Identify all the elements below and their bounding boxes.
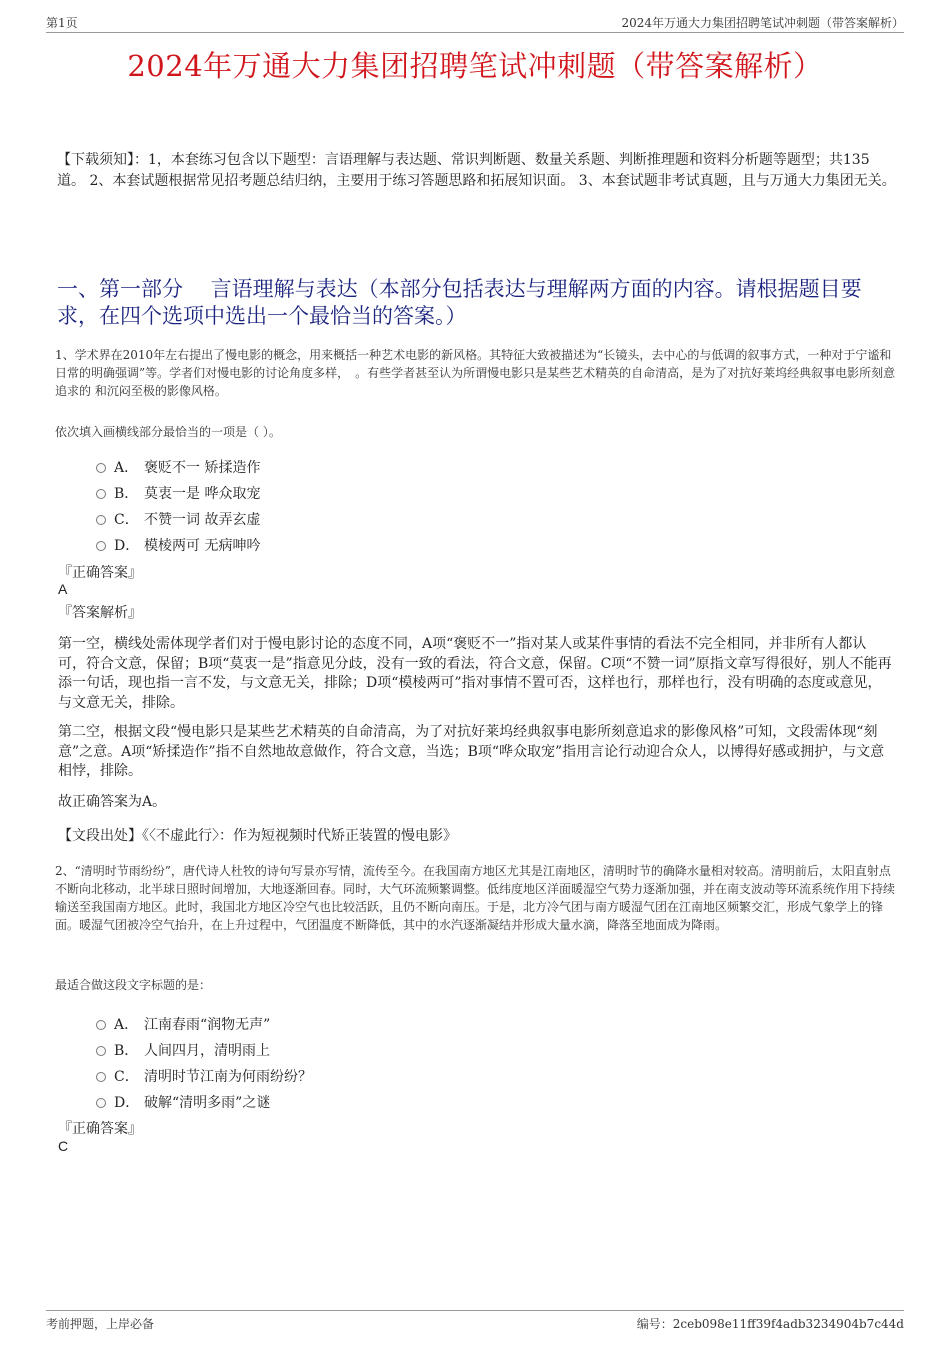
q2-answer-label: 『正确答案』 <box>58 1121 142 1137</box>
option-letter: D． <box>114 538 140 554</box>
q1-option-c[interactable] <box>96 509 260 527</box>
download-notice: 【下载须知】：1，本套练习包含以下题型：言语理解与表达题、常识判断题、数量关系题、判断推理题和资料分析题等题型；共135道。 2、本套试题根据常见招考题总结归纳，主要用于练习答题思路和拓展知识面。 3、本套试题非考试真题，且与万通大力集团无关。 <box>57 152 896 189</box>
section-heading: 一、第一部分 言语理解与表达（本部分包括表达与理解两方面的内容。请根据题目要求，在四个选项中选出一个最恰当的答案。） <box>57 277 862 328</box>
q1-analysis-label: 『答案解析』 <box>58 605 142 621</box>
option-letter: D． <box>114 1095 140 1111</box>
option-text: 江南春雨“润物无声” <box>144 1017 271 1033</box>
option-letter: C． <box>114 1069 139 1085</box>
q1-answer: A <box>58 581 68 597</box>
radio-icon[interactable] <box>96 515 106 525</box>
radio-icon[interactable] <box>96 1072 106 1082</box>
option-letter: B． <box>114 1043 139 1059</box>
radio-icon[interactable] <box>96 463 106 473</box>
option-text: 褒贬不一 矫揉造作 <box>144 460 261 476</box>
option-letter: A． <box>114 460 139 476</box>
option-letter: A． <box>114 1017 139 1033</box>
q2-answer: C <box>58 1138 69 1154</box>
q2-option-b[interactable] <box>96 1040 270 1058</box>
footer-divider <box>46 1310 904 1311</box>
document-title: 2024年万通大力集团招聘笔试冲刺题（带答案解析） <box>127 49 823 83</box>
header-doc-title: 2024年万通大力集团招聘笔试冲刺题（带答案解析） <box>621 16 904 30</box>
q1-source: 【文段出处】《〈不虚此行〉：作为短视频时代矫正装置的慢电影》 <box>58 828 457 844</box>
question-2-text: 2、“清明时节雨纷纷”，唐代诗人杜牧的诗句写景亦写情，流传至今。在我国南方地区尤其是江南地区，清明时节的确降水量相对较高。清明前后，太阳直射点不断向北移动，北半球日照时间增加，大地逐渐回春。同时，大气环流频繁调整。低纬度地区洋面暖湿空气势力逐渐加强，并在南支波动等环流系统作用下持续输送至我国南方地区。此时，我国北方地区冷空气也比较活跃，且仍不断向南压。于是，北方冷气团与南方暖湿气团在江南地区频繁交汇，形成气象学上的锋面。暖湿气团被冷空气抬升，在上升过程中，气团温度不断降低，其中的水汽逐渐凝结并形成大量水滴，降落至地面成为降雨。 <box>55 864 896 932</box>
q2-option-a[interactable] <box>96 1014 270 1032</box>
option-text: 破解“清明多雨”之谜 <box>144 1095 271 1111</box>
q2-option-c[interactable] <box>96 1066 312 1084</box>
footer-doc-id: 编号：2ceb098e11ff39f4adb3234904b7c44d <box>636 1317 904 1331</box>
q1-option-a[interactable] <box>96 457 260 475</box>
page-header <box>46 14 904 33</box>
option-text: 清明时节江南为何雨纷纷？ <box>144 1069 312 1085</box>
option-text: 莫衷一是 哗众取宠 <box>144 486 261 502</box>
q1-analysis-paragraph: 第二空，根据文段“慢电影只是某些艺术精英的自命清高，为了对抗好莱坞经典叙事电影所刻意追求的影像风格”可知，文段需体现“刻意”之意。A项“矫揉造作”指不自然地故意做作，符合文意，当选；B项“哗众取宠”指用言论行动迎合众人，以博得好感或拥护，与文意相悖，排除。 <box>58 724 885 779</box>
radio-icon[interactable] <box>96 1098 106 1108</box>
option-text: 模棱两可 无病呻吟 <box>144 538 261 554</box>
radio-icon[interactable] <box>96 541 106 551</box>
page-number: 第1页 <box>46 16 78 30</box>
question-1-text: 1、学术界在2010年左右提出了慢电影的概念，用来概括一种艺术电影的新风格。其特征大致被描述为“长镜头，去中心的与低调的叙事方式，一种对于宁谧和日常的明确强调”等。学者们对慢电影的讨论角度多样， 。有些学者甚至认为所谓慢电影只是某些艺术精英的自命清高，是为了对抗好莱坞经典叙事电影所刻意追求的 和沉闷至极的影像风格。 <box>55 348 896 398</box>
option-text: 不赞一词 故弄玄虚 <box>144 512 261 528</box>
q1-analysis-paragraph: 第一空，横线处需体现学者们对于慢电影讨论的态度不同，A项“褒贬不一”指对某人或某件事情的看法不完全相同，并非所有人都认可，符合文意，保留；B项“莫衷一是”指意见分歧，没有一致的看法，符合文意，保留。C项“不赞一词”原指文章写得很好，别人不能再添一句话，现也指一言不发，与文意无关，排除；D项“模棱两可”指对事情不置可否，这样也行，那样也行，没有明确的态度或意见，与文意无关，排除。 <box>58 636 892 711</box>
option-letter: C． <box>114 512 139 528</box>
question-2-prompt: 最适合做这段文字标题的是： <box>55 978 212 992</box>
option-text: 人间四月，清明雨上 <box>144 1043 270 1059</box>
radio-icon[interactable] <box>96 489 106 499</box>
q1-answer-label: 『正确答案』 <box>58 565 142 581</box>
question-1-prompt: 依次填入画横线部分最恰当的一项是（ ）。 <box>55 425 281 439</box>
q2-option-d[interactable] <box>96 1092 270 1110</box>
q1-option-b[interactable] <box>96 483 260 501</box>
q1-conclusion: 故正确答案为A。 <box>58 794 167 810</box>
option-letter: B． <box>114 486 139 502</box>
footer-slogan: 考前押题，上岸必备 <box>46 1317 155 1331</box>
radio-icon[interactable] <box>96 1020 106 1030</box>
radio-icon[interactable] <box>96 1046 106 1056</box>
q1-option-d[interactable] <box>96 535 260 553</box>
